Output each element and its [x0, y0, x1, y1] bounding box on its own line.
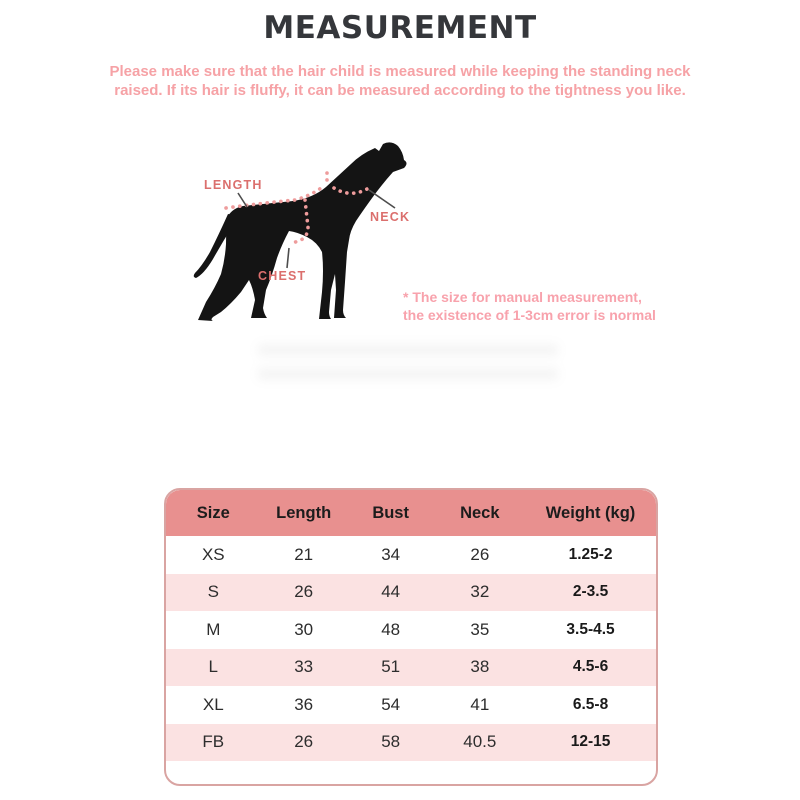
length-cell: 26	[294, 582, 314, 602]
bust-cell: 44	[381, 582, 401, 602]
table-header-row	[166, 490, 656, 536]
size-cell: L	[208, 657, 219, 677]
intro-text	[80, 62, 720, 100]
length-cell: 36	[294, 694, 314, 714]
table-row-xl	[166, 686, 656, 724]
weight-cell: 1.25-2	[568, 545, 613, 563]
measurement-note	[403, 288, 683, 324]
size-cell: S	[207, 582, 219, 602]
page-title: MEASUREMENT	[263, 10, 537, 46]
chest-label: CHEST	[258, 269, 307, 283]
column-header-neck: Neck	[460, 503, 500, 522]
neck-cell: 41	[470, 694, 490, 714]
bust-cell: 58	[381, 732, 401, 752]
note-line-2: the existence of 1-3cm error is normal	[403, 307, 656, 323]
bust-cell: 51	[381, 657, 401, 677]
neck-cell: 40.5	[463, 732, 497, 752]
intro-line-1: Please make sure that the hair child is measured while keeping the standing neck	[109, 63, 691, 80]
table-row-l	[166, 649, 656, 687]
weight-cell: 6.5-8	[572, 695, 609, 713]
weight-cell: 2-3.5	[572, 583, 609, 601]
neck-cell: 35	[470, 619, 490, 639]
weight-cell: 4.5-6	[572, 658, 609, 676]
bust-cell: 48	[381, 619, 401, 639]
size-cell: FB	[202, 732, 225, 752]
neck-cell: 38	[470, 657, 490, 677]
table-row-s	[166, 574, 656, 612]
length-cell: 26	[294, 732, 314, 752]
length-cell: 21	[294, 544, 314, 564]
column-header-bust: Bust	[372, 503, 409, 522]
neck-cell: 32	[470, 582, 490, 602]
size-cell: XS	[201, 544, 225, 564]
neck-pointer-line	[369, 190, 395, 208]
bust-cell: 54	[381, 694, 401, 714]
note-line-1: * The size for manual measurement,	[403, 289, 642, 305]
column-header-length: Length	[276, 503, 332, 522]
length-cell: 30	[294, 619, 314, 639]
column-header-size: Size	[196, 503, 230, 522]
table-row-xs	[166, 536, 656, 574]
table-row-fb	[166, 724, 656, 762]
chest-pointer-line	[287, 248, 289, 268]
bust-cell: 34	[381, 544, 401, 564]
length-label: LENGTH	[204, 178, 263, 192]
dog-silhouette	[198, 142, 407, 321]
size-cell: XL	[202, 694, 224, 714]
weight-cell: 12-15	[570, 733, 611, 751]
column-header-weight: Weight (kg)	[545, 503, 636, 522]
faint-watermark	[258, 344, 558, 388]
neck-cell: 26	[470, 544, 490, 564]
weight-cell: 3.5-4.5	[566, 620, 615, 638]
size-cell: M	[206, 619, 221, 639]
neck-label: NECK	[370, 210, 411, 224]
size-table	[164, 488, 658, 786]
length-cell: 33	[294, 657, 314, 677]
intro-line-2: raised. If its hair is fluffy, it can be measured according to the tightness you like.	[114, 82, 686, 99]
table-row-m	[166, 611, 656, 649]
